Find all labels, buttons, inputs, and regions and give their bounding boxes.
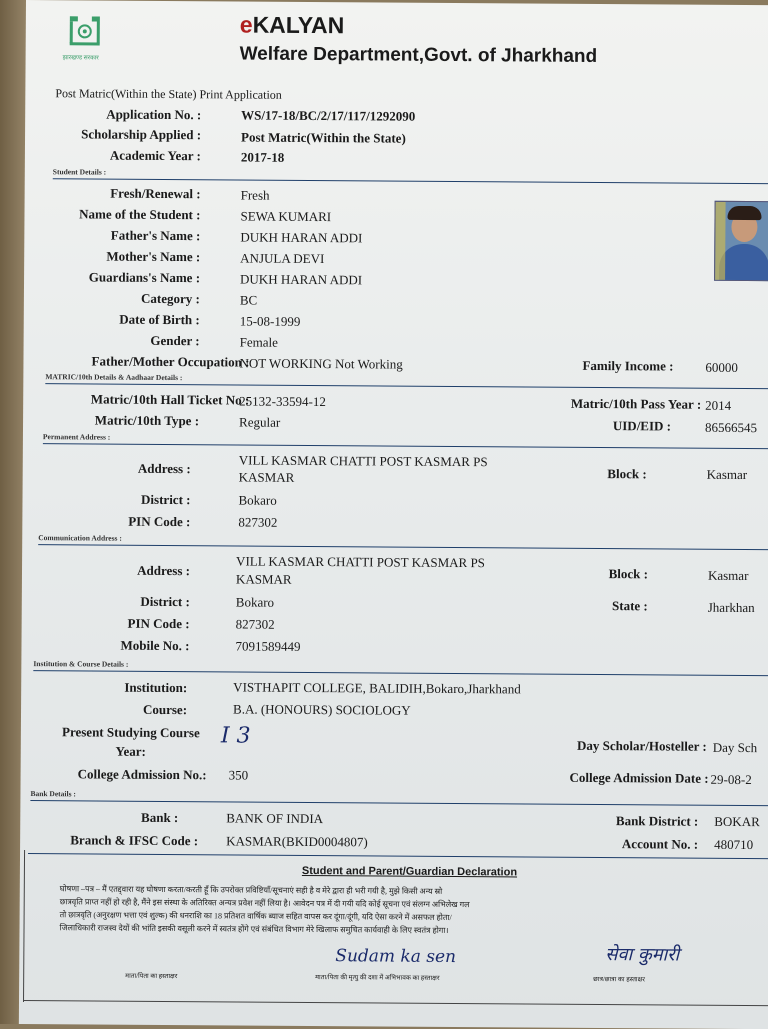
scholar-hosteller-value: Day Sch — [712, 739, 758, 756]
application-no-label: Application No. : — [106, 106, 202, 123]
scholarship-label: Scholarship Applied : — [81, 126, 202, 143]
guardian-name-label: Guardians's Name : — [88, 269, 201, 286]
uid-value: 86566545 — [704, 419, 758, 436]
student-name-value: SEWA KUMARI — [240, 208, 332, 225]
student-name-label: Name of the Student : — [79, 206, 201, 223]
scholarship-value: Post Matric(Within the State) — [240, 129, 406, 146]
comm-pin-label: PIN Code : — [127, 615, 190, 632]
comm-district-value: Bokaro — [235, 594, 275, 610]
family-income-label: Family Income : — [582, 357, 674, 374]
category-label: Category : — [141, 290, 200, 307]
declaration-title: Student and Parent/Guardian Declaration — [301, 864, 518, 879]
gender-value: Female — [239, 334, 278, 350]
section-bank: Bank Details : — [30, 789, 76, 799]
mobile-label: Mobile No. : — [120, 637, 190, 654]
institution-label: Institution: — [124, 679, 188, 696]
jharkhand-emblem-icon — [64, 14, 108, 52]
student-photo — [714, 201, 768, 281]
occupation-label: Father/Mother Occupation : — [91, 353, 250, 370]
section-institution: Institution & Course Details : — [33, 659, 129, 669]
perm-district-value: Bokaro — [238, 492, 277, 508]
dob-value: 15-08-1999 — [239, 313, 301, 329]
perm-block-value: Kasmar — [706, 466, 748, 483]
border-left — [23, 850, 25, 1002]
admission-no-label: College Admission No.: — [77, 766, 207, 783]
perm-pin-value: 827302 — [238, 514, 278, 530]
occupation-value: NOT WORKING Not Working — [239, 355, 403, 372]
section-matric: MATRIC/10th Details & Aadhaar Details : — [45, 372, 183, 383]
brand-title — [240, 11, 345, 39]
bank-label: Bank : — [141, 809, 179, 826]
family-income-value: 60000 — [705, 359, 739, 375]
perm-address-line1: VILL KASMAR CHATTI POST KASMAR PS — [238, 452, 488, 470]
divider — [43, 443, 768, 449]
perm-district-label: District : — [141, 491, 191, 508]
section-student: Student Details : — [52, 167, 107, 177]
institution-value: VISTHAPIT COLLEGE, BALIDIH,Bokaro,Jharkhand — [233, 679, 521, 697]
fresh-renewal-label: Fresh/Renewal : — [110, 185, 201, 202]
present-year-label-1: Present Studying Course — [61, 724, 200, 741]
declaration-line-1: घोषणा –पत्र – मैं एतद्द्वारा यह घोषणा करता/करती हूँ कि उपरोक्त प्रविष्टियाँ/सूचनाएं सही है व मेरे द्वारा ही भरी गयी है, मुझे किसी अन्य स्रो — [59, 884, 443, 896]
branch-ifsc-value: KASMAR(BKID0004807) — [226, 833, 368, 850]
sig-caption-guardian: माता/पिता की मृत्यु की दशा में अभिभावक का हस्ताक्षर — [315, 974, 440, 982]
divider — [45, 383, 768, 389]
guardian-signature: Sudam ka sen — [335, 946, 457, 968]
pass-year-label: Matric/10th Pass Year : — [570, 395, 702, 412]
account-no-label: Account No. : — [621, 836, 699, 852]
comm-address-line2: KASMAR — [235, 571, 292, 587]
perm-address-line2: KASMAR — [238, 469, 295, 485]
border-bottom — [23, 1000, 768, 1006]
father-name-label: Father's Name : — [110, 227, 201, 244]
divider — [38, 544, 768, 550]
comm-pin-value: 827302 — [235, 616, 275, 632]
academic-year-label: Academic Year : — [109, 147, 201, 164]
brand-rest: KALYAN — [252, 11, 345, 39]
bank-district-label: Bank District : — [615, 813, 699, 829]
matric-type-value: Regular — [239, 414, 281, 430]
divider — [30, 800, 768, 806]
divider — [53, 178, 768, 184]
perm-address-label: Address : — [137, 460, 191, 477]
fresh-renewal-value: Fresh — [240, 187, 270, 203]
category-value: BC — [239, 292, 258, 308]
perm-pin-label: PIN Code : — [128, 513, 191, 530]
form-title: Post Matric(Within the State) Print Application — [55, 86, 282, 102]
pass-year-value: 2014 — [705, 397, 732, 413]
hall-ticket-value: 25132-33594-12 — [239, 393, 326, 410]
dob-label: Date of Birth : — [119, 311, 200, 328]
sig-caption-student: छात्र/छात्रा का हस्ताक्षर — [593, 975, 645, 984]
mother-name-label: Mother's Name : — [106, 248, 201, 265]
sig-caption-parent: माता/पिता का हस्ताक्षर — [125, 972, 178, 981]
comm-address-line1: VILL KASMAR CHATTI POST KASMAR PS — [236, 553, 485, 571]
bank-value: BANK OF INDIA — [226, 810, 324, 827]
section-communication: Communication Address : — [38, 533, 122, 543]
hall-ticket-label: Matric/10th Hall Ticket No : — [90, 391, 250, 408]
mother-name-value: ANJULA DEVI — [240, 250, 325, 267]
present-year-handwritten: I 3 — [220, 723, 251, 749]
gender-label: Gender : — [150, 332, 200, 349]
student-signature: सेवा कुमारी — [605, 944, 680, 966]
academic-year-value: 2017-18 — [240, 149, 285, 165]
bank-district-value: BOKAR — [714, 813, 760, 830]
comm-block-value: Kasmar — [707, 567, 749, 584]
application-no-value: WS/17-18/BC/2/17/117/1292090 — [241, 107, 416, 124]
account-no-value: 480710 — [714, 836, 754, 853]
comm-district-label: District : — [140, 593, 190, 610]
guardian-name-value: DUKH HARAN ADDI — [240, 271, 363, 288]
admission-date-label: College Admission Date : — [569, 769, 709, 786]
divider — [33, 670, 768, 676]
comm-state-value: Jharkhan — [707, 599, 755, 616]
declaration-line-4: जिलाधिकारी राजस्व देयों की भांति इसकी वसूली करने में स्वतंत्र होंगे एवं संबंधित विभाग मेरे खिलाफ समुचित कार्यवाही के लिए स्वतंत्र होगा। — [59, 923, 449, 935]
application-paper — [19, 0, 768, 1029]
comm-state-label: State : — [611, 598, 648, 614]
declaration-line-2: छात्रवृति प्राप्त नहीं हो रही है, मैंने इस संस्था के अतिरिक्त अन्यत्र प्रवेश नहीं लिया है। आवेदन पत्र में दी गयी यदि कोई सूचना एवं संलग्न अभिलेख गल — [59, 897, 470, 910]
mobile-value: 7091589449 — [235, 638, 301, 654]
uid-label: UID/EID : — [612, 418, 672, 434]
father-name-value: DUKH HARAN ADDI — [240, 229, 363, 246]
matric-type-label: Matric/10th Type : — [94, 412, 200, 429]
declaration-line-3: तो छात्रवृति (अनुरक्षण भत्ता एवं शुल्क) की धनराशि का 18 प्रतिशत वार्षिक ब्याज सहित वापस कर दूंगा/दूंगी, यदि ऐसा करने में असफल होता/ — [59, 910, 452, 922]
brand-e: e — [239, 11, 253, 38]
section-permanent: Permanent Address : — [42, 432, 111, 442]
course-label: Course: — [142, 701, 188, 718]
comm-address-label: Address : — [137, 562, 191, 579]
scholar-hosteller-label: Day Scholar/Hosteller : — [577, 737, 707, 754]
present-year-label-2: Year: — [115, 743, 146, 759]
department-name: Welfare Department,Govt. of Jharkhand — [239, 43, 598, 67]
divider — [28, 853, 768, 859]
branch-ifsc-label: Branch & IFSC Code : — [70, 832, 199, 849]
comm-block-label: Block : — [608, 566, 649, 582]
admission-date-value: 29-08-2 — [710, 771, 752, 788]
course-value: B.A. (HONOURS) SOCIOLOGY — [233, 701, 411, 718]
logo-caption: झारखण्ड सरकार — [62, 55, 99, 62]
perm-block-label: Block : — [607, 466, 647, 482]
admission-no-value: 350 — [228, 767, 249, 783]
